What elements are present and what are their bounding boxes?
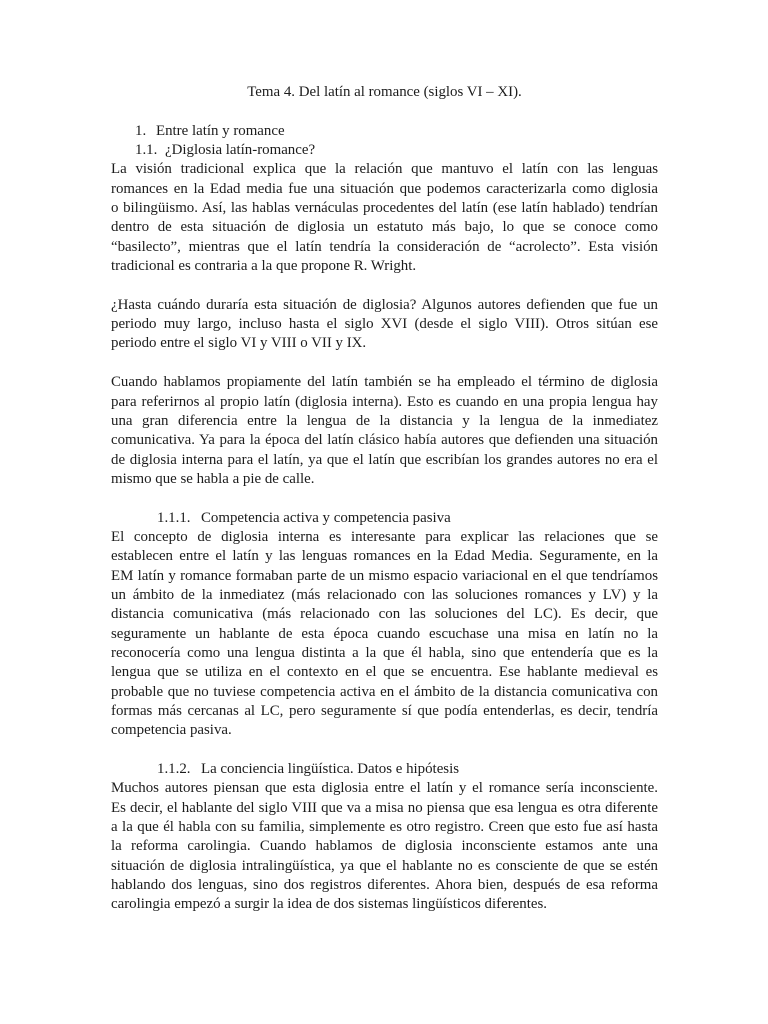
paragraph-line: La visión tradicional explica que la relación que mantuvo el latín con las lenguas xyxy=(111,161,658,178)
heading-1-1-2-text: La conciencia lingüística. Datos e hipótesis xyxy=(201,761,460,778)
paragraph-line: Es decir, el hablante del siglo VIII que va a misa no piensa que esa lengua es otra diferente xyxy=(111,799,658,816)
blank-line xyxy=(111,102,658,121)
paragraph-line: tradicional es contraria a la que propone R. Wright. xyxy=(111,258,417,275)
paragraph-line: romances en la Edad media fue una situación que podemos caracterizarla como diglosia xyxy=(111,180,658,197)
paragraph-line: El concepto de diglosia interna es interesante para explicar las relaciones que se xyxy=(111,528,658,545)
paragraph-line: situación de diglosia intralingüística, ya que el hablante no es consciente de que se estén xyxy=(111,857,658,874)
paragraph-line: Muchos autores piensan que esta diglosia entre el latín y el romance sería inconsciente. xyxy=(111,780,658,797)
paragraph-line: periodo muy largo, incluso hasta el siglo XVI (desde el siglo VIII). Otros sitúan ese xyxy=(111,316,658,333)
heading-1-1-1-number: 1.1.1. xyxy=(157,509,191,526)
paragraph-line: un ámbito de la inmediatez (más relacionado con las soluciones romances y LV) y la xyxy=(111,586,658,603)
paragraph-line: de diglosia interna para el latín, ya que el latín que escribían los grandes autores no era el xyxy=(111,451,658,468)
paragraph-line: para referirnos al propio latín (diglosia interna). Esto es cuando en una propia lengua hay xyxy=(111,393,658,410)
paragraph-2 xyxy=(111,296,658,354)
paragraph-line: comunicativa. Ya para la época del latín clásico había autores que defienden una situación xyxy=(111,432,658,449)
paragraph-1 xyxy=(111,160,658,276)
paragraph-line: Cuando hablamos propiamente del latín también se ha empleado el término de diglosia xyxy=(111,374,658,391)
paragraph-line: dentro de esta situación de diglosia un estatuto más bajo, lo que se conoce como xyxy=(111,219,658,236)
paragraph-line: ¿Hasta cuándo duraría esta situación de diglosia? Algunos autores defienden que fue un xyxy=(111,296,658,313)
paragraph-line: mismo que se habla a pie de calle. xyxy=(111,470,315,487)
blank-line xyxy=(111,354,658,373)
paragraph-3 xyxy=(111,373,658,489)
paragraph-line: o bilingüismo. Así, las hablas vernáculas procedentes del latín (ese latín hablado) tendrían xyxy=(111,200,658,217)
paragraph-line: distancia comunicativa (más relacionado con las soluciones del LC). Es decir, que xyxy=(111,606,658,623)
heading-1-1-2 xyxy=(111,760,658,779)
blank-line xyxy=(111,276,658,295)
paragraph-line: reconocería como una lengua distinta a la que él habla, sino que entendería que es la xyxy=(111,644,658,661)
document-title: Tema 4. Del latín al romance (siglos VI – XI). xyxy=(247,84,522,100)
paragraph-line: carolingia empezó a surgir la idea de dos sistemas lingüísticos diferentes. xyxy=(111,896,547,913)
heading-1-1 xyxy=(111,141,658,160)
paragraph-line: hablando dos lenguas, sino dos registros diferentes. Ahora bien, después de esa reforma xyxy=(111,877,658,894)
blank-line xyxy=(111,489,658,508)
heading-1-1-text: ¿Diglosia latín-romance? xyxy=(165,142,316,159)
paragraph-line: periodo entre el siglo VI y VIII o VII y IX. xyxy=(111,335,367,352)
heading-1-1-2-number: 1.1.2. xyxy=(157,761,191,778)
heading-1-text: Entre latín y romance xyxy=(156,122,285,139)
paragraph-line: probable que no tuviese competencia activa en el ámbito de la distancia comunicativa con xyxy=(111,683,658,700)
heading-1-1-number: 1.1. xyxy=(135,142,158,159)
paragraph-line: a la que él habla con su familia, simplemente es otro registro. Creen que esto fue así hasta xyxy=(111,819,658,836)
paragraph-line: establecen entre el latín y las lenguas romances en la Edad Media. Seguramente, en la xyxy=(111,548,658,565)
heading-1 xyxy=(111,122,658,141)
paragraph-5 xyxy=(111,779,658,914)
paragraph-line: una gran diferencia entre la lengua de la distancia y la lengua de la inmediatez xyxy=(111,412,658,429)
paragraph-line: lengua que se utiliza en el contexto en el que se encuentra. Ese hablante medieval es xyxy=(111,664,658,681)
document-page xyxy=(111,83,658,915)
paragraph-line: competencia pasiva. xyxy=(111,722,232,739)
paragraph-4 xyxy=(111,528,658,741)
heading-1-1-1-text: Competencia activa y competencia pasiva xyxy=(201,509,451,526)
paragraph-line: EM latín y romance formaban parte de un mismo espacio variacional en el que tendríamos xyxy=(111,567,658,584)
heading-1-number: 1. xyxy=(135,122,147,139)
blank-line xyxy=(111,741,658,760)
paragraph-line: la reforma carolingia. Cuando hablamos de diglosia inconsciente estamos ante una xyxy=(111,838,658,855)
paragraph-line: formas más cercanas al LC, pero seguramente sí que podía entenderlas, es decir, tendría xyxy=(111,703,658,719)
heading-1-1-1 xyxy=(111,509,658,528)
paragraph-line: seguramente un hablante de esta época cuando escuchase una misa en latín no la xyxy=(111,625,658,642)
paragraph-line: “basilecto”, mientras que el latín tendría la consideración de “acrolecto”. Esta visión xyxy=(111,238,658,255)
